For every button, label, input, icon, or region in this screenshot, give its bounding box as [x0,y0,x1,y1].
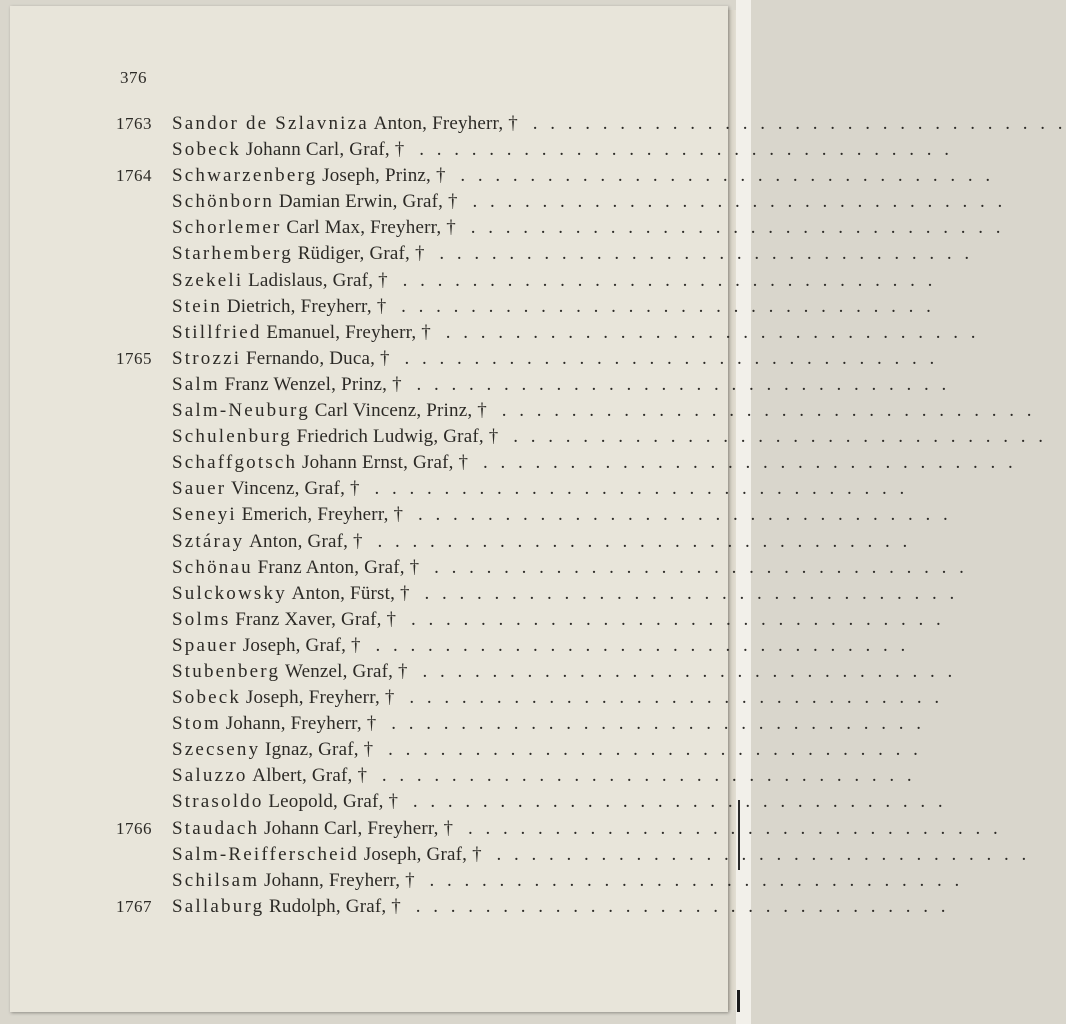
entry-name [172,868,964,894]
entry-details: Carl Vincenz, Prinz, † [314,400,487,422]
entry-name [172,842,1031,868]
dot-leader: . . . . . . . . . . . . . . . . . . . . . . . . . . . . . . . [404,791,947,813]
entry-surname: Schilsam [172,869,260,891]
book-page [10,6,1066,1012]
dot-leader: . . . . . . . . . . . . . . . . . . . . . . . . . . . . . . . [413,660,957,682]
entry-details: Johann Ernst, Graf, † [302,452,469,474]
entry-surname: Sztáray [172,530,245,552]
list-item [10,294,935,320]
list-item [10,137,953,163]
entry-name [172,894,950,920]
entry-name [172,346,939,372]
entry-details: Johann, Freyherr, † [225,713,377,735]
entry-details: Johann, Freyherr, † [264,869,415,891]
list-item [10,789,947,815]
list-item [10,555,968,581]
entry-name [172,633,910,659]
entry-details: Emerich, Freyherr, † [241,504,404,526]
dot-leader: . . . . . . . . . . . . . . . . . . . . . . . . . . . . . . . [382,713,925,735]
entry-surname: Stillfried [172,321,262,343]
entry-surname: Szecseny [172,739,261,761]
entry-name [172,607,945,633]
dot-leader: . . . . . . . . . . . . . . . . . . . . . . . . . . . . . . . [463,191,1007,213]
list-item [10,268,937,294]
entry-details: Wenzel, Graf, † [284,660,408,682]
list-item [10,476,909,502]
dot-leader: . . . . . . . . . . . . . . . . . . . . . . . . . . . . . . . [425,556,968,578]
entry-name [172,711,925,737]
list-item [10,816,1002,842]
page-number: 376 [120,68,147,87]
list-item [10,215,1005,241]
list-item [10,633,910,659]
entry-surname: Sallaburg [172,895,265,917]
list-item [10,346,939,372]
dot-leader: . . . . . . . . . . . . . . . . . . . . . . . . . . . . . . . [407,895,950,917]
entry-name [172,294,935,320]
entry-year: 1765 [116,348,152,368]
entry-surname: Schwarzenberg [172,165,318,187]
list-item [10,868,964,894]
entry-name [172,137,953,163]
entry-surname: Stom [172,713,221,735]
list-item [10,241,974,267]
dot-leader: . . . . . . . . . . . . . . . . . . . . . . . . . . . . . . . [395,347,939,369]
dot-leader: . . . . . . . . . . . . . . . . . . . . . . . . . . . . . . . [474,452,1017,474]
list-item [10,659,957,685]
dot-leader: . . . . . . . . . . . . . . . . . . . . . . . . . . . . . . . [379,739,922,761]
entry-name [172,476,909,502]
entry-surname: Schorlemer [172,217,282,239]
dot-leader: . . . . . . . . . . . . . . . . . . . . . . . . . . . . . . . [366,634,910,656]
entry-year: 1764 [116,166,152,186]
dot-leader: . . . . . . . . . . . . . . . . . . . . . . . . . . . . . . . [400,687,944,709]
list-item [10,398,1036,424]
entry-name [172,763,916,789]
entry-surname: Stein [172,295,223,317]
dot-leader: . . . . . . . . . . . . . . . . . . . . . . . . . . . . . . . [504,426,1047,448]
entry-surname: Saluzzo [172,765,248,787]
list-item [10,450,1017,476]
entry-year: 1766 [116,818,152,838]
dot-leader: . . . . . . . . . . . . . . . . . . . . . . . . . . . . . . . [393,269,937,291]
list-item [10,842,1031,868]
list-item [10,894,950,920]
entry-details: Ignaz, Graf, † [265,739,374,761]
dot-leader: . . . . . . . . . . . . . . . . . . . . . . . . . . . . . . . [451,165,995,187]
entry-name [172,685,944,711]
dot-leader: . . . . . . . . . . . . . . . . . . . . . . . . . . . . . . . [420,869,964,891]
entry-name [172,659,957,685]
dot-leader: . . . . . . . . . . . . . . . . . . . . . . . . . . . . . . . [415,582,959,604]
list-item [10,711,925,737]
dot-leader: . . . . . . . . . . . . . . . . . . . . . . . . . . . . . . . [523,113,1066,134]
entry-details: Anton, Fürst, † [291,582,410,604]
entry-details: Damian Erwin, Graf, † [278,191,458,213]
entry-surname: Sobeck [172,687,242,709]
entry-surname: Sobeck [172,139,242,161]
entry-name [172,789,947,815]
entry-surname: Schulenburg [172,426,292,448]
entry-details: Franz Xaver, Graf, † [235,608,397,630]
list-item [10,685,944,711]
entry-details: Franz Wenzel, Prinz, † [224,373,402,395]
entry-details: Johann Carl, Freyherr, † [264,817,454,839]
entry-name [172,268,937,294]
list-item [10,163,995,189]
entry-surname: Strasoldo [172,791,264,813]
entry-surname: Schönborn [172,191,275,213]
entry-details: Johann Carl, Graf, † [245,139,405,161]
dot-leader: . . . . . . . . . . . . . . . . . . . . . . . . . . . . . . . [402,608,945,630]
entry-details: Joseph, Graf, † [242,634,361,656]
entry-surname: Strozzi [172,347,242,369]
entry-details: Joseph, Graf, † [363,843,482,865]
entry-name [172,555,968,581]
entry-details: Anton, Graf, † [249,530,363,552]
dot-leader: . . . . . . . . . . . . . . . . . . . . . . . . . . . . . . . [407,373,951,395]
entry-name [172,111,1066,137]
dot-leader: . . . . . . . . . . . . . . . . . . . . . . . . . . . . . . . [373,765,916,787]
entry-name [172,320,980,346]
dot-leader: . . . . . . . . . . . . . . . . . . . . . . . . . . . . . . . [461,217,1005,239]
entry-surname: Salm [172,373,220,395]
entry-surname: Schönau [172,556,253,578]
dot-leader: . . . . . . . . . . . . . . . . . . . . . . . . . . . . . . . [368,530,912,552]
entry-surname: Salm-Reifferscheid [172,843,359,865]
entry-surname: Szekeli [172,269,244,291]
dot-leader: . . . . . . . . . . . . . . . . . . . . . . . . . . . . . . . [392,295,935,317]
entry-details: Joseph, Freyherr, † [245,687,395,709]
list-item [10,502,952,528]
entry-year: 1767 [116,896,152,916]
list-item [10,320,980,346]
entry-surname: Sauer [172,478,227,500]
entry-details: Friedrich Ludwig, Graf, † [296,426,499,448]
entry-surname: Staudach [172,817,260,839]
binding-mark-bottom [737,990,740,1012]
entry-name [172,189,1007,215]
entry-name [172,372,951,398]
entry-details: Rudolph, Graf, † [269,895,401,917]
list-item [10,372,951,398]
list-item [10,581,959,607]
list-item [10,737,922,763]
entry-details: Anton, Freyherr, † [373,113,518,134]
entry-details: Albert, Graf, † [252,765,368,787]
dot-leader: . . . . . . . . . . . . . . . . . . . . . . . . . . . . . . . [409,504,952,526]
entry-name [172,502,952,528]
dot-leader: . . . . . . . . . . . . . . . . . . . . . . . . . . . . . . . [487,843,1031,865]
dot-leader: . . . . . . . . . . . . . . . . . . . . . . . . . . . . . . . [459,817,1002,839]
entry-details: Emanuel, Freyherr, † [266,321,431,343]
entry-name [172,737,922,763]
dot-leader: . . . . . . . . . . . . . . . . . . . . . . . . . . . . . . . [430,243,974,265]
entry-surname: Spauer [172,634,238,656]
entry-surname: Sulckowsky [172,582,287,604]
entry-surname: Sandor de Szlavniza [172,113,369,134]
entry-name [172,215,1005,241]
entry-surname: Salm-Neuburg [172,400,310,422]
dot-leader: . . . . . . . . . . . . . . . . . . . . . . . . . . . . . . . [365,478,909,500]
entry-name [172,529,912,555]
entry-name [172,163,995,189]
list-item [10,189,1007,215]
entry-surname: Seneyi [172,504,237,526]
entry-details: Joseph, Prinz, † [322,165,446,187]
entry-name [172,450,1017,476]
entry-name [172,398,1036,424]
entry-list [10,111,1066,920]
list-item [10,111,1066,137]
dot-leader: . . . . . . . . . . . . . . . . . . . . . . . . . . . . . . . [410,139,953,161]
list-item [10,529,912,555]
entry-details: Franz Anton, Graf, † [257,556,420,578]
entry-surname: Stubenberg [172,660,281,682]
entry-details: Leopold, Graf, † [268,791,399,813]
entry-name [172,581,959,607]
dot-leader: . . . . . . . . . . . . . . . . . . . . . . . . . . . . . . . [437,321,980,343]
entry-name [172,816,1002,842]
entry-details: Dietrich, Freyherr, † [226,295,387,317]
entry-details: Carl Max, Freyherr, † [286,217,456,239]
entry-details: Rüdiger, Graf, † [297,243,425,265]
list-item [10,607,945,633]
entry-name [172,424,1047,450]
list-item [10,424,1047,450]
entry-name [172,241,974,267]
list-item [10,763,916,789]
entry-surname: Starhemberg [172,243,293,265]
entry-year: 1763 [116,114,152,133]
entry-details: Fernando, Duca, † [245,347,390,369]
entry-details: Ladislaus, Graf, † [248,269,388,291]
dot-leader: . . . . . . . . . . . . . . . . . . . . . . . . . . . . . . . [492,400,1036,422]
entry-surname: Solms [172,608,231,630]
entry-surname: Schaffgotsch [172,452,298,474]
entry-details: Vincenz, Graf, † [231,478,360,500]
